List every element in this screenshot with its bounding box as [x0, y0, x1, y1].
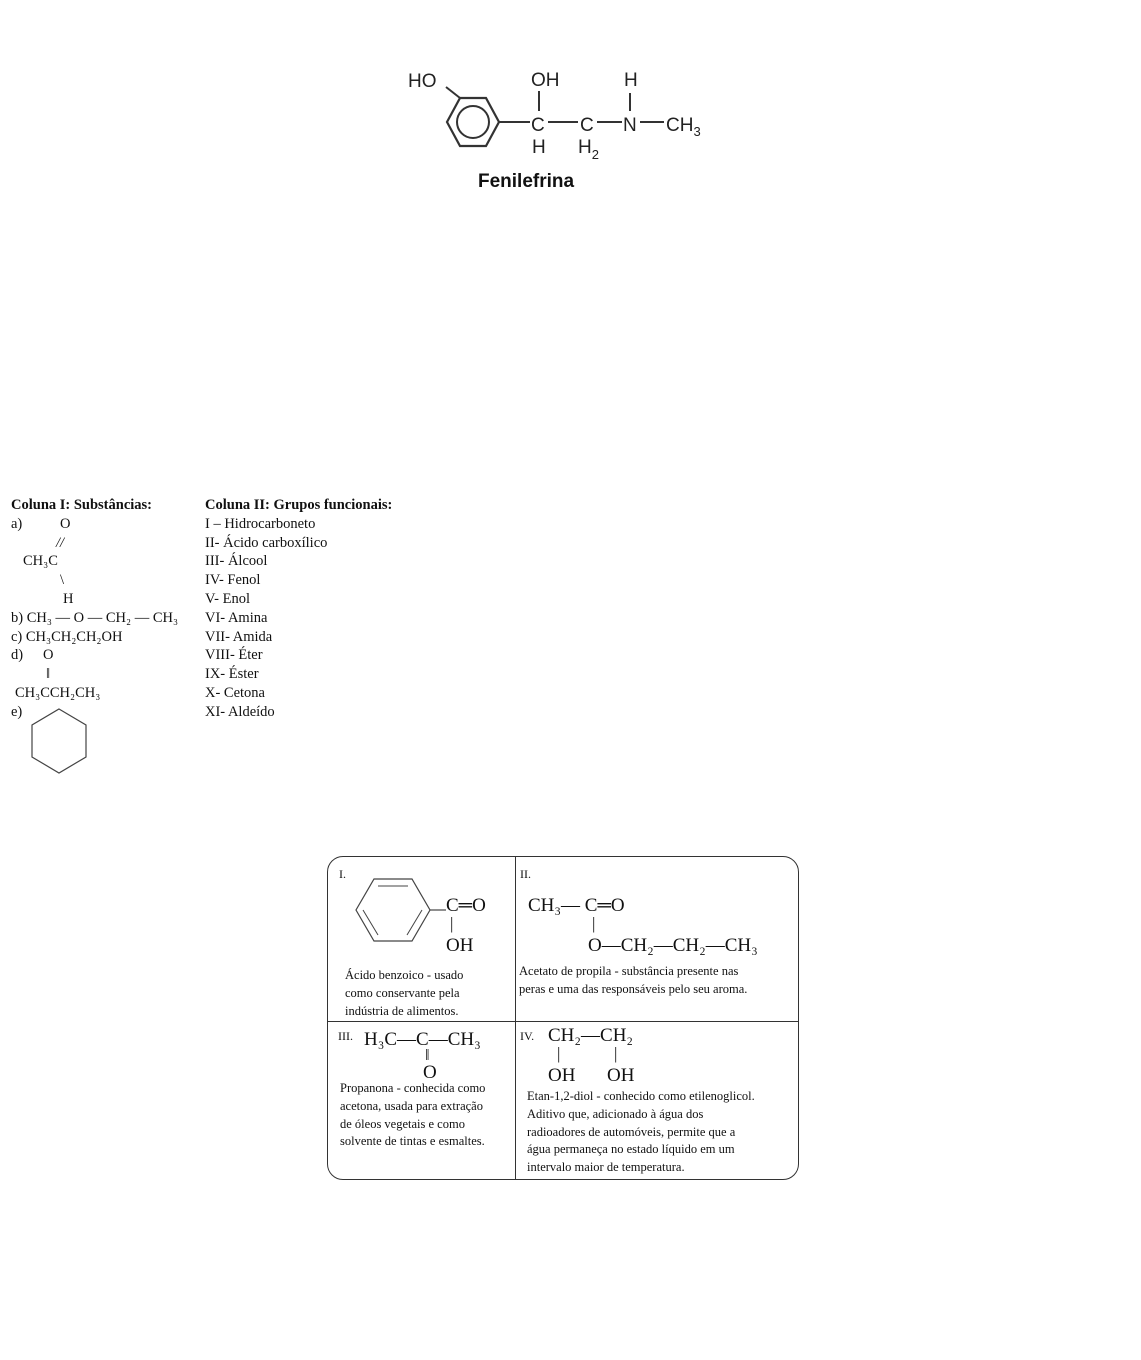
cell-3-caption-line: acetona, usada para extração — [340, 1098, 483, 1113]
item-b: b) CH₃ — O — CH₂ — CH₃ — [11, 609, 179, 626]
item-d-double-bond: ‖ — [46, 666, 51, 683]
cell-3-o: O — [423, 1062, 437, 1083]
ho-bond — [446, 87, 460, 98]
ho-label: HO — [408, 71, 437, 92]
item-a-o: O — [60, 515, 71, 532]
cell-3-caption-line: de óleos vegetais e como — [340, 1116, 465, 1131]
cell-1 — [328, 857, 515, 1021]
cell-1-caption-line: indústria de alimentos. — [345, 1003, 459, 1018]
item-a-ch3c: CH₃C — [23, 553, 58, 570]
grupo-6: VI- Amina — [205, 609, 268, 626]
cell-4-number: IV. — [520, 1029, 535, 1043]
item-d-row3 — [11, 684, 201, 703]
cyclohexane-ring — [27, 705, 91, 777]
c1-label: C — [531, 115, 545, 136]
cell-2-caption — [519, 963, 799, 999]
h-top-label: H — [624, 70, 638, 91]
item-a-h: H — [63, 590, 74, 607]
coluna-1 — [11, 496, 201, 722]
item-d-letter: d) — [11, 647, 24, 664]
fenilefrina-name: Fenilefrina — [478, 171, 575, 192]
cell-2 — [517, 857, 800, 1021]
item-d-row2 — [11, 665, 201, 684]
cell-3-number: III. — [338, 1029, 353, 1043]
coluna-2 — [205, 496, 465, 722]
item-a-row4 — [11, 571, 201, 590]
cell-2-number: II. — [520, 867, 531, 881]
cell-1-caption-line: Ácido benzoico - usado — [345, 968, 464, 982]
grupo-3: III- Álcool — [205, 553, 268, 570]
cell-1-bar: | — [450, 914, 454, 933]
grupo-8: VIII- Éter — [205, 647, 263, 664]
n-label: N — [623, 115, 637, 136]
cell-2-bar: | — [592, 914, 596, 933]
cell-4-caption-line: radioadores de automóveis, permite que a — [527, 1124, 736, 1139]
grupo-7: VII- Amida — [205, 628, 273, 645]
cell-4-caption-line: Aditivo que, adicionado à água dos — [527, 1106, 704, 1121]
cell-4-line1: CH₂—CH₂ — [548, 1025, 634, 1046]
cell-4-oh-right: OH — [607, 1065, 635, 1086]
cell-2-caption-line: peras e uma das responsáveis pelo seu aroma. — [519, 981, 748, 996]
cell-2-caption-line: Acetato de propila - substância presente nas — [519, 964, 739, 978]
coluna-1-title: Coluna I: Substâncias: — [11, 497, 153, 513]
cell-1-c-eq-o: C═O — [446, 895, 486, 916]
item-d-row1 — [11, 646, 201, 665]
grupo-2: II- Ácido carboxílico — [205, 534, 328, 551]
cell-2-line1: CH₃— C═O — [528, 895, 625, 916]
cell-3-line1: H₃C—C—CH₃ — [364, 1029, 481, 1050]
substances-table — [327, 856, 799, 1180]
item-d-formula: CH₃CCH₂CH₃ — [15, 684, 101, 701]
item-a-row5 — [11, 590, 201, 609]
item-a-row3 — [11, 552, 201, 571]
cell-4-caption-line: Etan-1,2-diol - conhecido como etilenoglicol. — [527, 1089, 755, 1103]
cell-3 — [328, 1023, 515, 1179]
coluna-2-title: Coluna II: Grupos funcionais: — [205, 497, 393, 513]
grupo-11: XI- Aldeído — [205, 703, 275, 720]
item-d-o: O — [43, 647, 54, 664]
cell-3-bond: ‖ — [425, 1047, 430, 1064]
ch3-label: $CH_3$ — [666, 115, 701, 139]
grupo-1: I – Hidrocarboneto — [205, 515, 316, 532]
item-a-row2 — [11, 534, 201, 553]
h-bottom-label: H — [532, 137, 546, 158]
item-e-letter: e) — [11, 703, 23, 720]
cell-4-caption — [527, 1088, 799, 1177]
fenilefrina-structure — [400, 62, 730, 202]
item-a-row1 — [11, 515, 201, 534]
grupo-10: X- Cetona — [205, 684, 265, 701]
cell-4-bar-left: | — [557, 1044, 561, 1063]
item-a-double-bond: // — [56, 534, 65, 551]
oh-label: OH — [531, 70, 560, 91]
cell-1-caption-line: como conservante pela — [345, 985, 460, 1000]
benzene-ring-cell1 — [346, 875, 446, 945]
item-a-letter: a) — [11, 515, 23, 532]
cell-4-caption-line: água permaneça no estado líquido em um — [527, 1142, 735, 1157]
cell-1-caption — [345, 967, 513, 1020]
cell-2-line2: O—CH₂—CH₂—CH₃ — [588, 935, 758, 956]
cell-3-caption-line: Propanona - conhecida como — [340, 1081, 486, 1095]
cell-3-caption-line: solvente de tintas e esmaltes. — [340, 1134, 485, 1149]
aromatic-circle — [457, 106, 489, 138]
cell-4 — [517, 1023, 800, 1179]
h2-label: $H_2$ — [578, 137, 599, 162]
item-a-single-bond: \ — [60, 572, 65, 589]
cell-1-number: I. — [339, 867, 346, 881]
c2-label: C — [580, 115, 594, 136]
grupo-9: IX- Éster — [205, 666, 259, 683]
grupo-4: IV- Fenol — [205, 572, 261, 589]
cell-4-caption-line: intervalo maior de temperatura. — [527, 1160, 685, 1175]
cell-3-caption — [340, 1080, 515, 1151]
cell-4-oh-left: OH — [548, 1065, 576, 1086]
grupo-5: V- Enol — [205, 590, 250, 607]
cell-1-oh: OH — [446, 935, 474, 956]
item-c: c) CH₃CH₂CH₂OH — [11, 628, 123, 645]
cell-4-bar-right: | — [614, 1044, 618, 1063]
